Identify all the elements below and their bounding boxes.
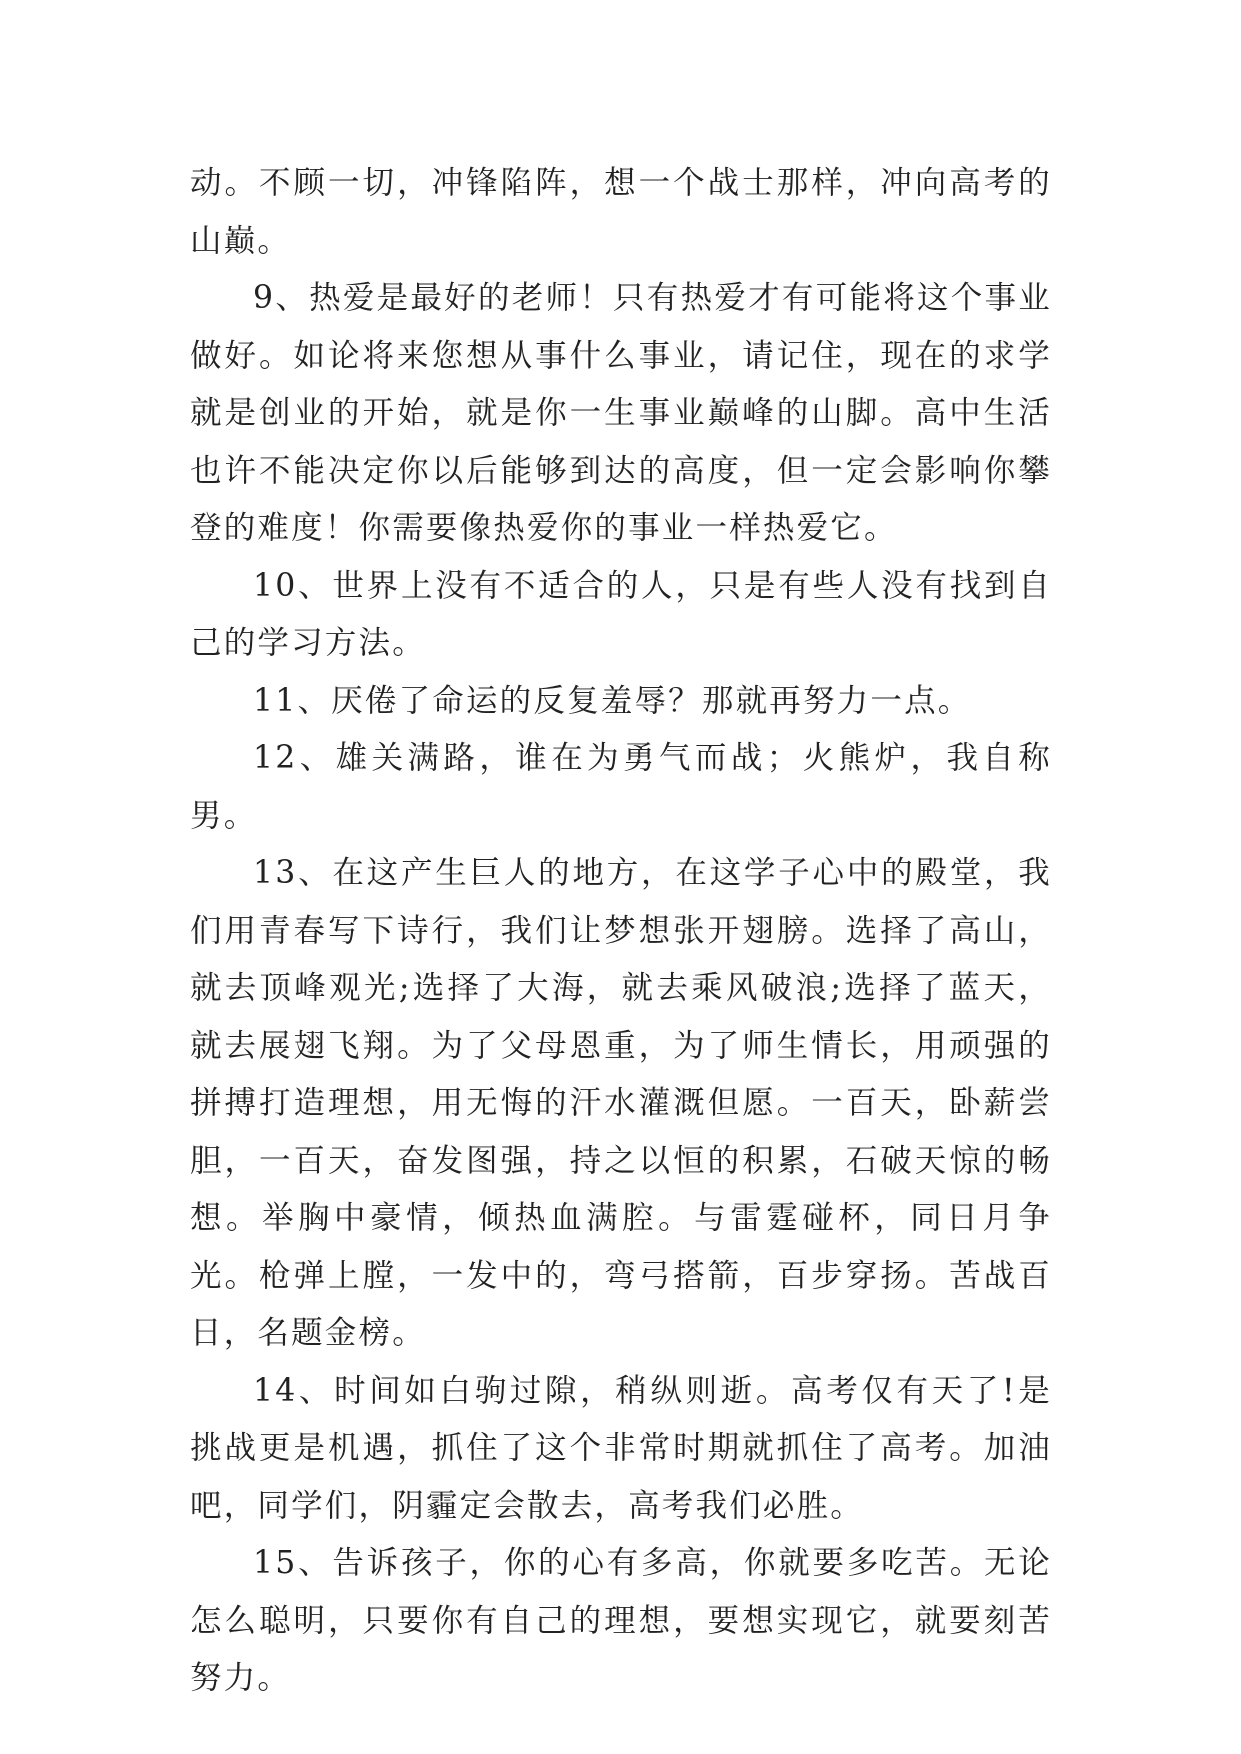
paragraph-12: 12、雄关满路，谁在为勇气而战；火熊炉，我自称男。 xyxy=(190,740,1052,834)
paragraph-14: 14、时间如白驹过隙，稍纵则逝。高考仅有天了!是挑战更是机遇，抓住了这个非常时期就抓住了高考。加油吧，同学们，阴霾定会散去，高考我们必胜。 xyxy=(190,1372,1052,1524)
paragraph-11: 11、厌倦了命运的反复羞辱？那就再努力一点。 xyxy=(253,682,972,719)
paragraph-15: 15、告诉孩子，你的心有多高，你就要多吃苦。无论怎么聪明，只要你有自己的理想，要想实现它，就要刻苦努力。 xyxy=(190,1545,1052,1696)
paragraph-10: 10、世界上没有不适合的人，只是有些人没有找到自己的学习方法。 xyxy=(190,567,1052,661)
paragraph-9: 9、热爱是最好的老师！只有热爱才有可能将这个事业做好。如论将来您想从事什么事业，请记住，现在的求学就是创业的开始，就是你一生事业巅峰的山脚。高中生活也许不能决定你以后能够到达的高度，但一定会影响你攀登的难度！你需要像热爱你的事业一样热爱它。 xyxy=(190,280,1052,546)
paragraph-13: 13、在这产生巨人的地方，在这学子心中的殿堂，我们用青春写下诗行，我们让梦想张开翅膀。选择了高山，就去顶峰观光;选择了大海，就去乘风破浪;选择了蓝天，就去展翅飞翔。为了父母恩重，为了师生情长，用顽强的拼搏打造理想，用无悔的汗水灌溉但愿。一百天，卧薪尝胆，一百天，奋发图强，持之以恒的积累，石破天惊的畅想。举胸中豪情，倾热血满腔。与雷霆碰杯，同日月争光。枪弹上膛，一发中的，弯弓搭箭，百步穿扬。苦战百日，名题金榜。 xyxy=(190,855,1052,1351)
paragraph-continuation: 动。不顾一切，冲锋陷阵，想一个战士那样，冲向高考的山巅。 xyxy=(190,165,1052,259)
document-body xyxy=(190,155,1052,1708)
